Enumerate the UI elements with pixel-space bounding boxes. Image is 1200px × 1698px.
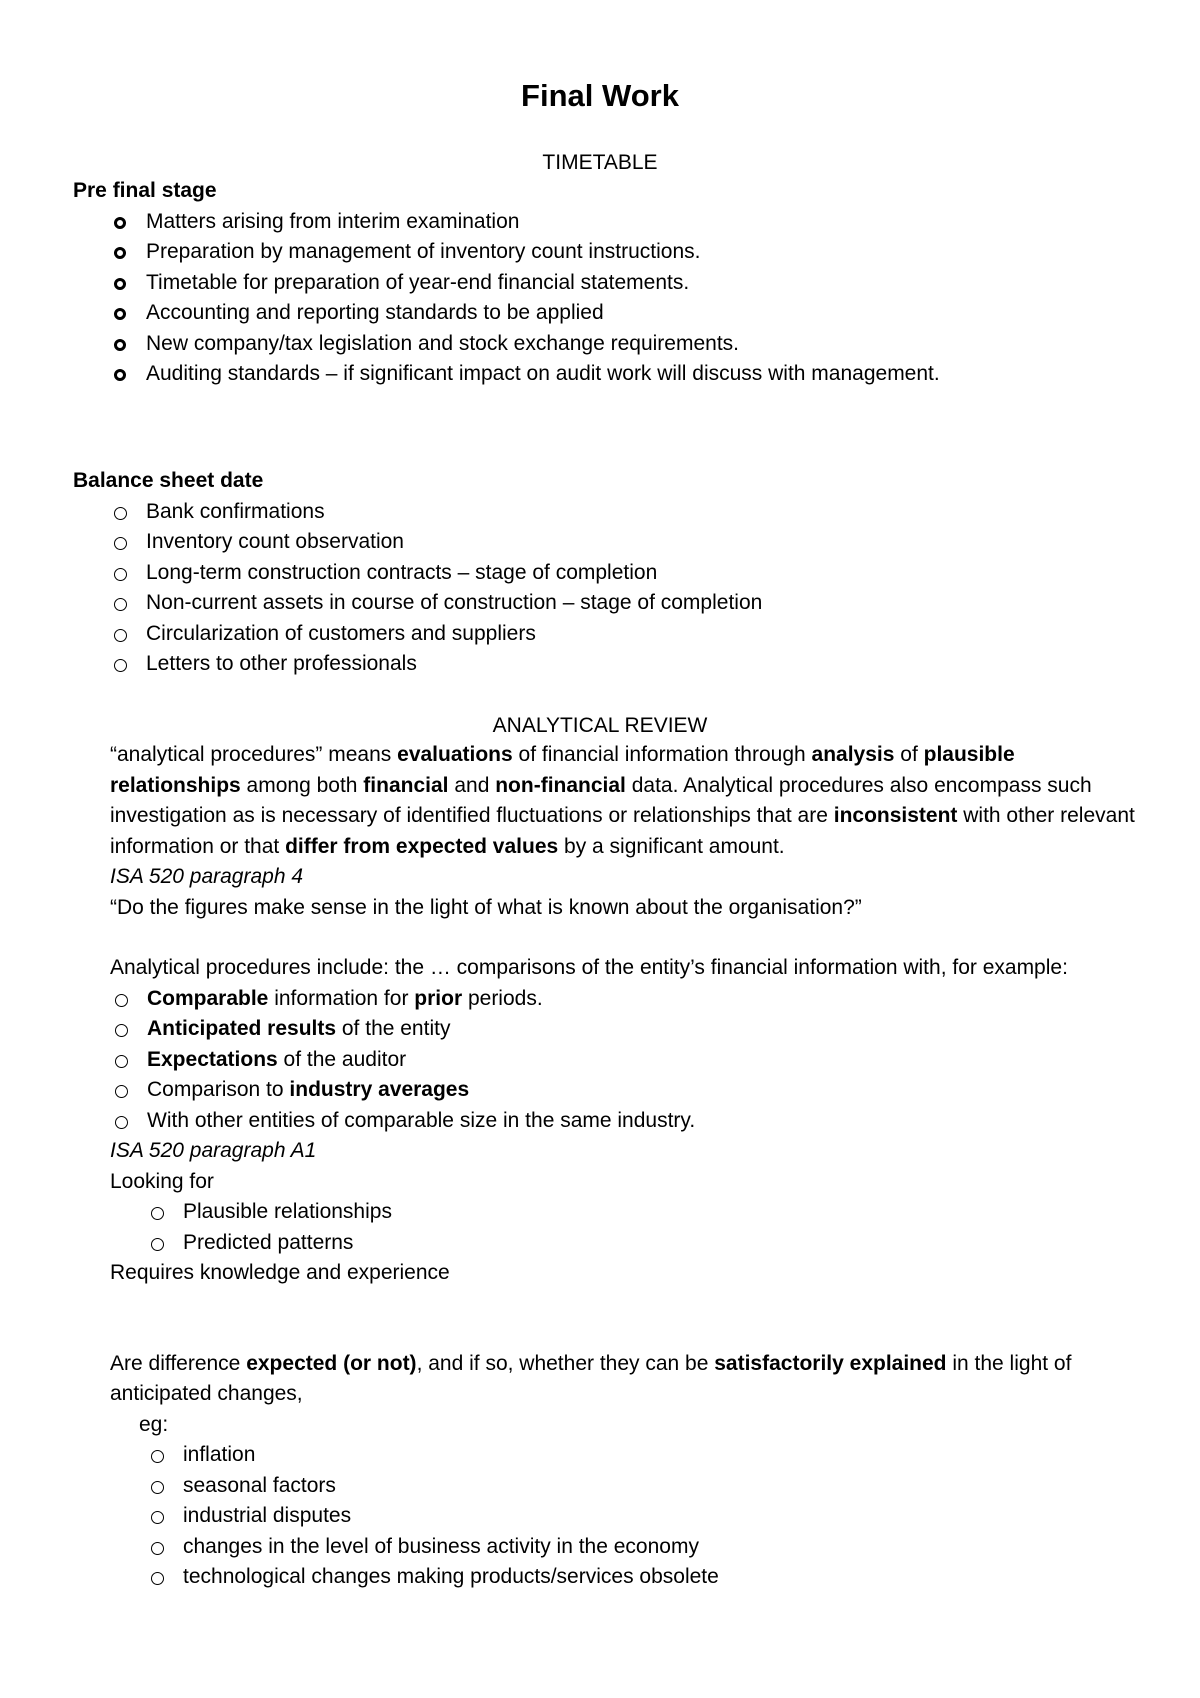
list-item: New company/tax legislation and stock exchange requirements. (146, 329, 1133, 360)
list-item: Timetable for preparation of year-end financial statements. (146, 268, 1133, 299)
definition-paragraph: “analytical procedures” means evaluations of financial information through analysis of plausible relationships among both financial and non-financial data. Analytical procedures also encompass such investigation as is necessary of identified fluctuations or relationships that are inconsistent with other relevant information or that differ from expected values by a significant amount. (110, 743, 1135, 858)
include-list (147, 984, 1140, 1137)
document-title: Final Work (521, 78, 679, 113)
looking-for-label: Looking for (110, 1169, 214, 1193)
isa-reference: ISA 520 paragraph 4 (110, 865, 304, 888)
eg-list (183, 1440, 1140, 1593)
quote-text: “Do the figures make sense in the light of what is known about the organisation?” (110, 895, 862, 919)
list-item: technological changes making products/services obsolete (183, 1562, 1140, 1593)
bullet-icon (115, 1116, 128, 1129)
bullet-icon (114, 507, 127, 520)
bullet-icon (114, 598, 127, 611)
bullet-icon (151, 1511, 164, 1524)
difference-paragraph: Are difference expected (or not), and if so, whether they can be satisfactorily explained in the light of anticipated changes, (110, 1351, 1072, 1405)
bullet-icon (151, 1542, 164, 1555)
pre-final-heading: Pre final stage (73, 179, 217, 202)
balance-sheet-section (73, 466, 1133, 680)
bullet-icon (151, 1207, 164, 1220)
balance-sheet-heading: Balance sheet date (73, 469, 264, 492)
eg-label: eg: (139, 1412, 169, 1436)
list-item: inflation (183, 1440, 1140, 1471)
bullet-icon (114, 308, 126, 320)
timetable-heading: TIMETABLE (542, 151, 658, 174)
bullet-icon (114, 339, 126, 351)
list-item: Predicted patterns (183, 1228, 1140, 1259)
bullet-icon (115, 1024, 128, 1037)
bullet-icon (151, 1481, 164, 1494)
list-item: Preparation by management of inventory count instructions. (146, 237, 1133, 268)
bullet-icon (115, 1085, 128, 1098)
bullet-icon (151, 1572, 164, 1585)
pre-final-list (146, 207, 1133, 390)
requires-text: Requires knowledge and experience (110, 1261, 450, 1284)
bullet-icon (114, 659, 127, 672)
list-item: Inventory count observation (146, 527, 1133, 558)
bullet-icon (114, 568, 127, 581)
list-item: Comparison to industry averages (147, 1075, 1140, 1106)
list-item: With other entities of comparable size in the same industry. (147, 1106, 1140, 1137)
isa-reference: ISA 520 paragraph A1 (110, 1139, 317, 1162)
list-item: industrial disputes (183, 1501, 1140, 1532)
list-item: Non-current assets in course of construction – stage of completion (146, 588, 1133, 619)
list-item: Comparable information for prior periods. (147, 984, 1140, 1015)
include-intro: Analytical procedures include: the … comparisons of the entity’s financial information with, for example: (110, 956, 1068, 979)
list-item: Matters arising from interim examination (146, 207, 1133, 238)
bullet-icon (114, 247, 126, 259)
list-item: Anticipated results of the entity (147, 1014, 1140, 1045)
list-item: Circularization of customers and suppliers (146, 619, 1133, 650)
bullet-icon (151, 1238, 164, 1251)
list-item: changes in the level of business activity in the economy (183, 1532, 1140, 1563)
bullet-icon (114, 278, 126, 290)
bullet-icon (114, 217, 126, 229)
looking-for-list (183, 1197, 1140, 1258)
spacer (110, 1289, 1140, 1349)
list-item: Accounting and reporting standards to be applied (146, 298, 1133, 329)
spacer (110, 923, 1140, 953)
analytical-review-section (110, 740, 1140, 1593)
bullet-icon (114, 537, 127, 550)
list-item: Expectations of the auditor (147, 1045, 1140, 1076)
list-item: Letters to other professionals (146, 649, 1133, 680)
pre-final-section (73, 176, 1133, 390)
bullet-icon (115, 1055, 128, 1068)
balance-sheet-list (146, 497, 1133, 680)
bullet-icon (114, 629, 127, 642)
list-item: Bank confirmations (146, 497, 1133, 528)
bullet-icon (115, 994, 128, 1007)
list-item: Plausible relationships (183, 1197, 1140, 1228)
bullet-icon (114, 369, 126, 381)
list-item: seasonal factors (183, 1471, 1140, 1502)
analytical-review-heading: ANALYTICAL REVIEW (492, 714, 708, 737)
list-item: Auditing standards – if significant impact on audit work will discuss with management. (146, 359, 1133, 390)
list-item: Long-term construction contracts – stage of completion (146, 558, 1133, 589)
bullet-icon (151, 1450, 164, 1463)
